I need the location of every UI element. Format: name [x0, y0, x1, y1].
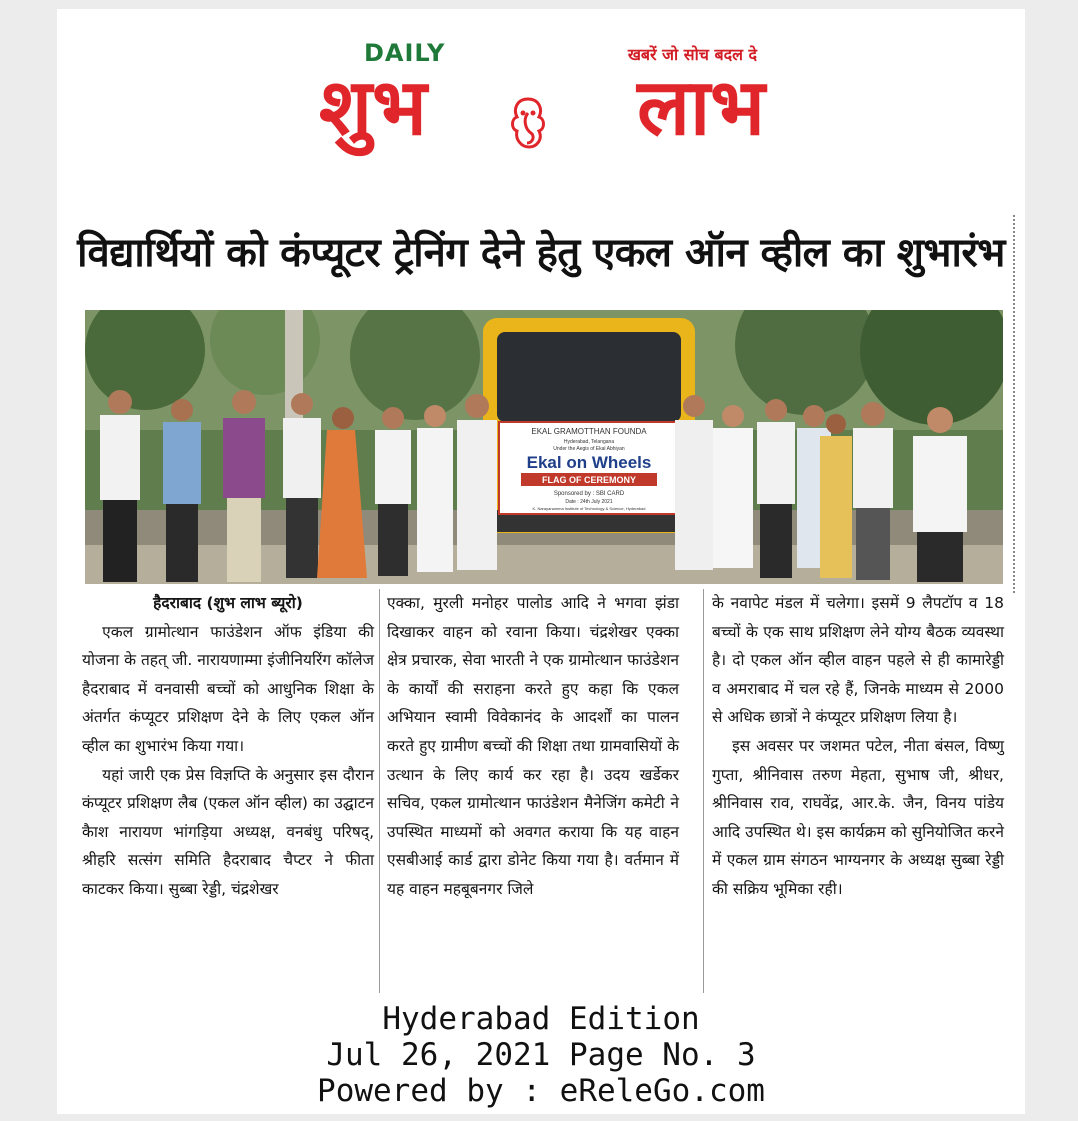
ganesha-logo-icon [505, 93, 551, 153]
banner-ceremony: FLAG OF CEREMONY [542, 475, 636, 485]
article-paragraph: एक्का, मुरली मनोहर पालोड आदि ने भगवा झंडा दिखाकर वाहन को रवाना किया। चंद्रशेखर एक्का क्षेत्र प्रचारक, सेवा भारती ने एक ग्रामोत्थान फाउंडेशन के कार्यों की सराहना करते हुए कहा कि एकल अभियान स्वामी विवेकानंद के आदर्शों का पालन करते हुए ग्रामीण बच्चों की शिक्षा तथा ग्रामवासियों के उत्थान के लिए कार्य कर रहा है। उदय खर्डेकर सचिव, एकल ग्रामोत्थान फाउंडेशन मैनेजिंग कमेटी ने उपस्थित माध्यमों को अवगत कराया कि यह वाहन एसबीआई कार्ड द्वारा डोनेट किया गया है। वर्तमान में यह वाहन महबूबनगर जिले [387, 594, 679, 898]
masthead [319, 31, 765, 181]
banner-date: Date : 24th July 2021 [565, 499, 613, 505]
headline: विद्यार्थियों को कंप्यूटर ट्रेनिंग देने हेतु एकल ऑन व्हील का शुभारंभ [77, 230, 1005, 276]
article-column-2 [387, 589, 679, 904]
banner-sub1: Hyderabad, Telangana [563, 439, 615, 445]
dotted-divider [1013, 215, 1015, 593]
column-rule [379, 589, 380, 993]
news-photo [85, 310, 1003, 584]
edition-footer [57, 1001, 1025, 1109]
masthead-tagline: खबरें जो सोच बदल दे [627, 45, 757, 64]
banner-org: EKAL GRAMOTTHAN FOUNDA [531, 427, 647, 436]
article-paragraph: यहां जारी एक प्रेस विज्ञप्ति के अनुसार इस दौरान कंप्यूटर प्रशिक्षण लैब (एकल ऑन व्हील) का उद्घाटन कैाश नारायण भांगड़िया अध्यक्ष, वनबंधु परिषद्, श्रीहरि सत्संग समिति हैदराबाद चैप्टर ने फीता काटकर किया। सुब्बा रेड्डी, चंद्रशेखर [82, 765, 374, 898]
masthead-daily: DAILY [364, 39, 446, 67]
footer-powered: Powered by : eReleGo.com [317, 1073, 765, 1109]
dateline: हैदराबाद (शुभ लाभ ब्यूरो) [153, 594, 303, 612]
article-paragraph: एकल ग्रामोत्थान फाउंडेशन ऑफ इंडिया की योजना के तहत् जी. नारायणाम्मा इंजीनियरिंग कॉलेज हैदराबाद में वनवासी बच्चों को आधुनिक शिक्षा के अंतर्गत कंप्यूटर प्रशिक्षण देने के लिए एकल ऑन व्हील का शुभारंभ किया गया। [82, 622, 374, 755]
banner-sponsor: Sponsored by : SBI CARD [553, 491, 625, 497]
masthead-title-right: लाभ [637, 62, 765, 153]
masthead-title-left: शुभ [319, 62, 427, 153]
article-column-1 [82, 589, 374, 904]
photo-illustration [85, 310, 1003, 584]
newspaper-page [57, 9, 1025, 1114]
article-paragraph: इस अवसर पर जशमत पटेल, नीता बंसल, विष्णु गुप्ता, श्रीनिवास तरुण मेहता, सुभाष जी, श्रीधर, श्रीनिवास राव, राघवेंद्र, आर.के. जैन, विनय पांडेय आदि उपस्थित थे। इस कार्यक्रम को सुनियोजित करने में एकल ग्राम संगठन भाग्यनगर के अध्यक्ष सुब्बा रेड्डी की सक्रिय भूमिका रही। [712, 736, 1004, 898]
footer-date-page: Jul 26, 2021 Page No. 3 [326, 1037, 756, 1073]
footer-edition: Hyderabad Edition [382, 1001, 700, 1037]
banner-sub2: Under the Aegis of Ekal Abhiyan [553, 446, 625, 452]
article-column-3 [712, 589, 1004, 904]
column-rule [703, 589, 704, 993]
banner-main: Ekal on Wheels [526, 453, 652, 472]
banner-venue: K. Narayanamma Institute of Technology & Science, Hyderabad [532, 506, 646, 511]
article-paragraph: के नवापेट मंडल में चलेगा। इसमें 9 लैपटॉप व 18 बच्चों के एक साथ प्रशिक्षण लेने योग्य बैठक व्यवस्था है। दो एकल ऑन व्हील वाहन पहले से ही कामारेड्डी व अमराबाद में चल रहे हैं, जिनके माध्यम से 2000 से अधिक छात्रों ने कंप्यूटर प्रशिक्षण लिया है। [712, 594, 1004, 727]
